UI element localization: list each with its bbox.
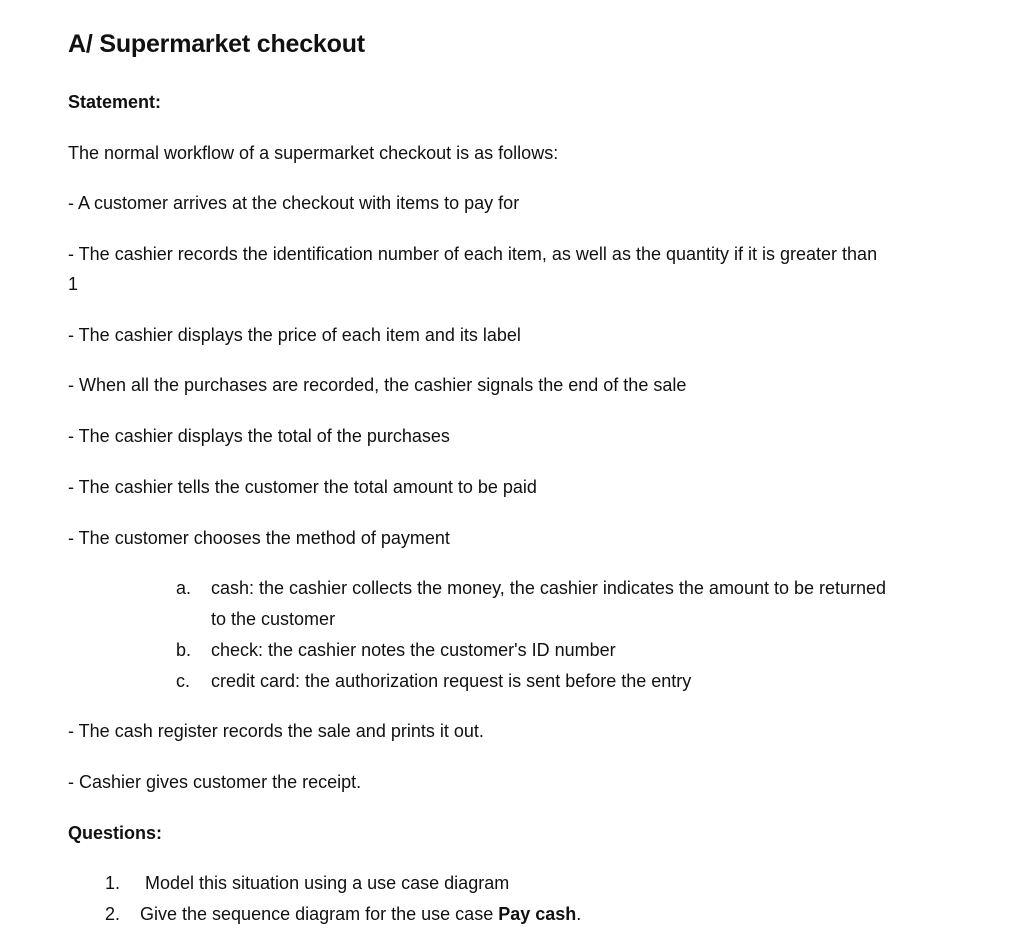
question-use-case-diagram: Model this situation using a use case diagram	[145, 873, 510, 893]
statement-heading: Statement:	[68, 92, 162, 112]
payment-option-marker-c: c.	[176, 671, 191, 691]
step-give-receipt: - Cashier gives customer the receipt.	[68, 772, 362, 792]
question-sequence-text: Give the sequence diagram for the use case	[140, 904, 499, 924]
step-choose-payment: - The customer chooses the method of payment	[68, 528, 450, 548]
step-customer-arrives: - A customer arrives at the checkout with items to pay for	[68, 193, 520, 213]
step-display-price: - The cashier displays the price of each item and its label	[68, 325, 521, 345]
step-record-items-continued: 1	[68, 274, 79, 294]
payment-option-marker-b: b.	[176, 640, 192, 660]
payment-option-cash: cash: the cashier collects the money, the cashier indicates the amount to be returned	[211, 578, 887, 598]
intro-paragraph: The normal workflow of a supermarket checkout is as follows:	[68, 143, 559, 163]
step-record-items: - The cashier records the identification number of each item, as well as the quantity if it is greater than	[68, 244, 878, 264]
questions-heading: Questions:	[68, 823, 163, 843]
payment-option-marker-a: a.	[176, 578, 192, 598]
step-display-total: - The cashier displays the total of the purchases	[68, 426, 450, 446]
document-title: A/ Supermarket checkout	[68, 30, 365, 58]
payment-option-credit-card: credit card: the authorization request is sent before the entry	[211, 671, 692, 691]
question-marker-2: 2.	[105, 904, 121, 924]
step-tell-total: - The cashier tells the customer the total amount to be paid	[68, 477, 537, 497]
payment-option-check: check: the cashier notes the customer's ID number	[211, 640, 616, 660]
payment-option-cash-continued: to the customer	[211, 609, 336, 629]
question-sequence-diagram	[140, 904, 581, 925]
question-sequence-period: .	[576, 904, 582, 924]
step-record-sale: - The cash register records the sale and prints it out.	[68, 721, 484, 741]
question-use-case-name: Pay cash	[498, 904, 577, 924]
step-end-of-sale: - When all the purchases are recorded, the cashier signals the end of the sale	[68, 375, 687, 395]
question-marker-1: 1.	[105, 873, 121, 893]
